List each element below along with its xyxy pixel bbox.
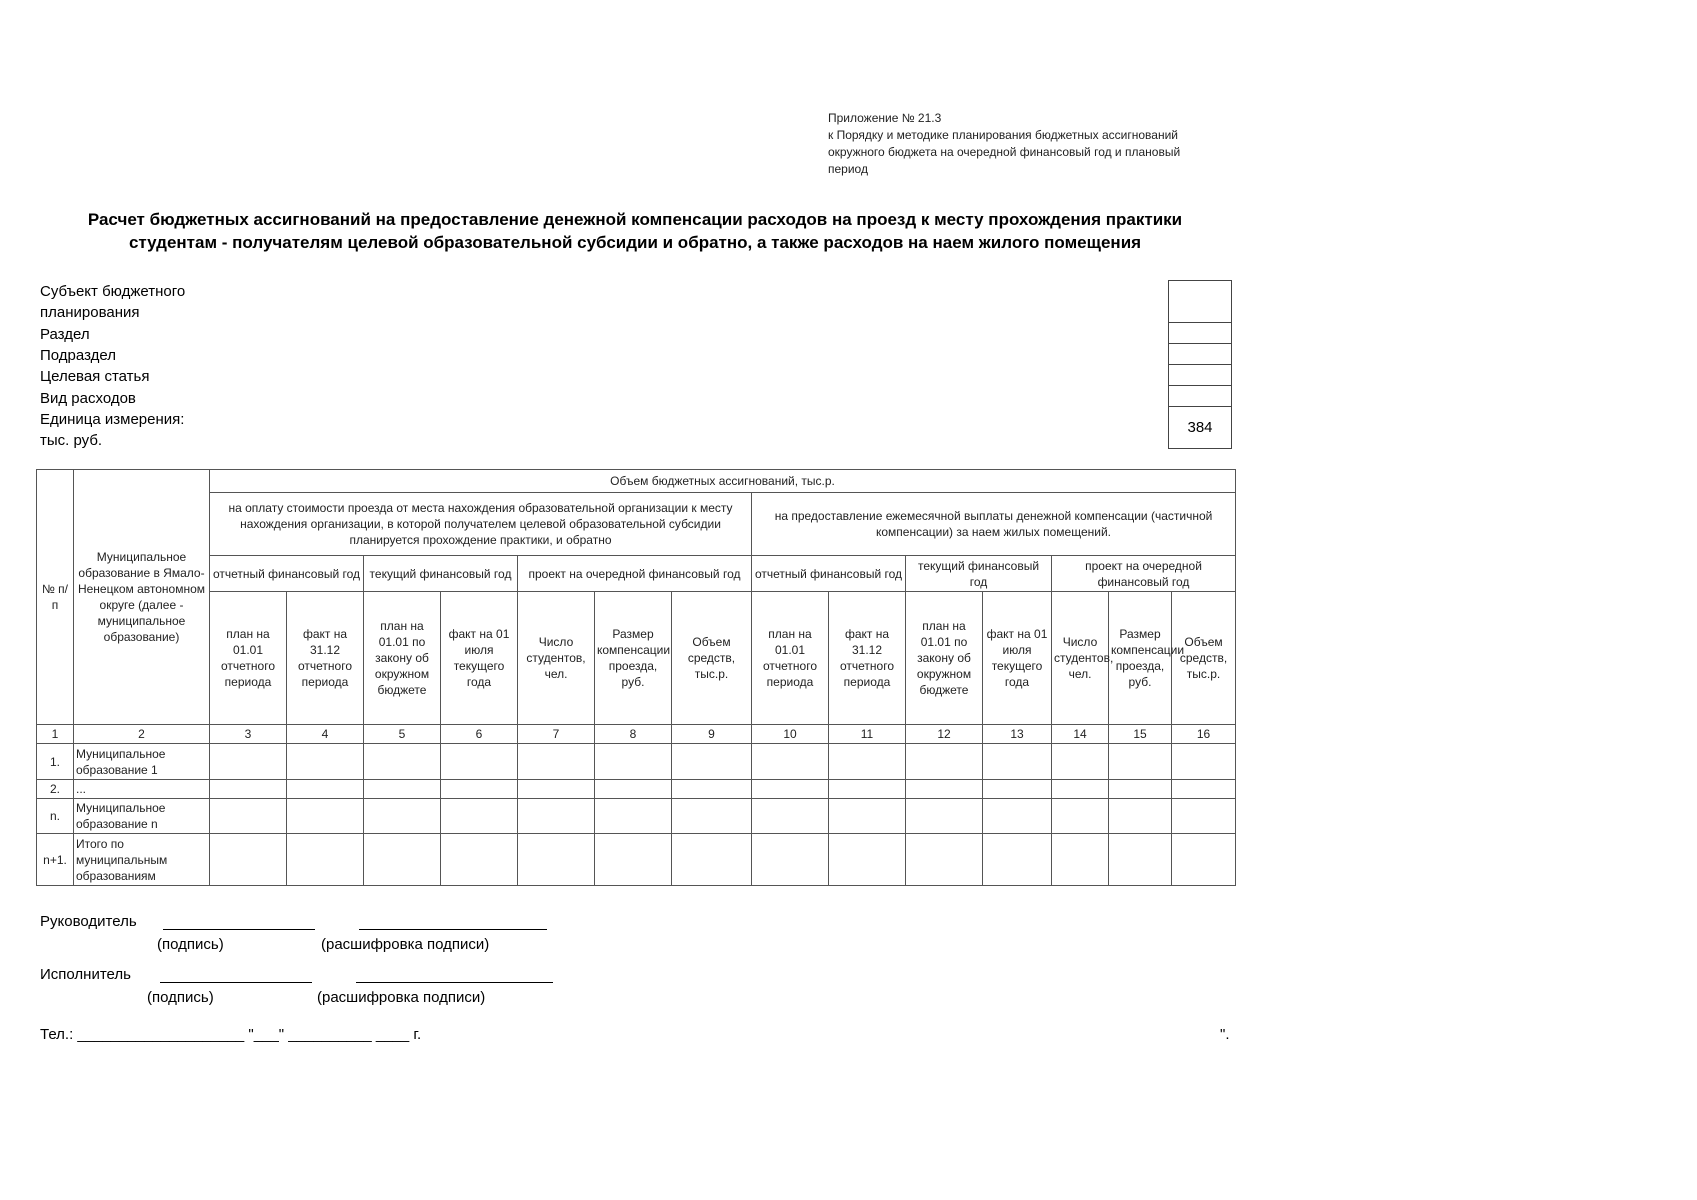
- data-cell[interactable]: [983, 744, 1052, 780]
- header-current-year: текущий финансовый год: [364, 556, 518, 592]
- col-number: 5: [364, 725, 441, 744]
- data-cell[interactable]: [364, 834, 441, 886]
- data-cell[interactable]: [829, 834, 906, 886]
- data-cell[interactable]: [595, 744, 672, 780]
- data-cell[interactable]: [518, 799, 595, 834]
- data-cell[interactable]: [829, 780, 906, 799]
- data-cell[interactable]: [1052, 799, 1109, 834]
- data-cell[interactable]: [1052, 780, 1109, 799]
- header-col-16: Объем средств, тыс.р.: [1172, 592, 1236, 725]
- header-next-year-2: проект на очередной финансовый год: [1052, 556, 1236, 592]
- data-cell[interactable]: [1109, 780, 1172, 799]
- header-col-14: Число студентов, чел.: [1052, 592, 1109, 725]
- data-cell[interactable]: [1052, 744, 1109, 780]
- data-cell[interactable]: [672, 780, 752, 799]
- title-line-1: Расчет бюджетных ассигнований на предоставление денежной компенсации расходов на проезд к месту прохождения практики: [87, 210, 1183, 229]
- target-article-label: Целевая статья: [40, 368, 150, 385]
- data-cell[interactable]: [1052, 834, 1109, 886]
- data-cell[interactable]: [983, 799, 1052, 834]
- col-number: 7: [518, 725, 595, 744]
- code-subsection[interactable]: [1169, 344, 1232, 365]
- subsection-label: Подраздел: [40, 347, 116, 364]
- row-number: n+1.: [37, 834, 74, 886]
- header-col-6: факт на 01 июля текущего года: [441, 592, 518, 725]
- executor-decode-line[interactable]: [356, 982, 553, 983]
- appendix-note: [828, 110, 1228, 178]
- allocations-table: [36, 469, 1236, 886]
- data-cell[interactable]: [518, 834, 595, 886]
- col-number: 13: [983, 725, 1052, 744]
- header-col-4: факт на 31.12 отчетного периода: [287, 592, 364, 725]
- data-cell[interactable]: [752, 799, 829, 834]
- code-unit[interactable]: 384: [1169, 407, 1232, 449]
- section-label: Раздел: [40, 326, 90, 343]
- header-col-15: Размер компенсации проезда, руб.: [1109, 592, 1172, 725]
- data-cell[interactable]: [287, 834, 364, 886]
- col-number: 15: [1109, 725, 1172, 744]
- col-number: 8: [595, 725, 672, 744]
- data-cell[interactable]: [287, 744, 364, 780]
- head-decode-line[interactable]: [359, 929, 547, 930]
- col-number: 4: [287, 725, 364, 744]
- header-volume: Объем бюджетных ассигнований, тыс.р.: [210, 470, 1236, 493]
- col-number: 6: [441, 725, 518, 744]
- code-subject[interactable]: [1169, 281, 1232, 323]
- header-travel: на оплату стоимости проезда от места нахождения образовательной организации к месту нахождения организации, в которой получателем целевой образовательной субсидии планируется прохождение практики, и обратно: [210, 493, 752, 556]
- data-cell[interactable]: [1109, 799, 1172, 834]
- data-cell[interactable]: [210, 780, 287, 799]
- expense-type-label: Вид расходов: [40, 390, 136, 407]
- row-number: n.: [37, 799, 74, 834]
- header-col-3: план на 01.01 отчетного периода: [210, 592, 287, 725]
- row-number: 1.: [37, 744, 74, 780]
- data-cell[interactable]: [441, 780, 518, 799]
- data-cell[interactable]: [983, 834, 1052, 886]
- col-number: 12: [906, 725, 983, 744]
- col-number: 10: [752, 725, 829, 744]
- data-cell[interactable]: [287, 799, 364, 834]
- executor-signature-hint: (подпись): [147, 989, 214, 1006]
- header-col-8: Размер компенсации проезда, руб.: [595, 592, 672, 725]
- head-label: Руководитель: [40, 913, 137, 930]
- head-decode-hint: (расшифровка подписи): [321, 936, 490, 953]
- executor-label: Исполнитель: [40, 966, 131, 983]
- data-cell[interactable]: [672, 799, 752, 834]
- col-number: 11: [829, 725, 906, 744]
- executor-decode-hint: (расшифровка подписи): [317, 989, 486, 1006]
- data-cell[interactable]: [906, 744, 983, 780]
- unit-label-2: тыс. руб.: [40, 432, 103, 449]
- document-title: [40, 208, 1230, 254]
- header-col-12: план на 01.01 по закону об окружном бюджете: [906, 592, 983, 725]
- table-row: [37, 780, 1236, 799]
- subject-label-2: планирования: [40, 304, 140, 321]
- data-cell[interactable]: [595, 780, 672, 799]
- data-cell[interactable]: [210, 744, 287, 780]
- data-cell[interactable]: [1109, 834, 1172, 886]
- title-line-2: студентам - получателям целевой образовательной субсидии и обратно, а также расходов на наем жилого помещения: [128, 233, 1142, 252]
- table-row-total: [37, 834, 1236, 886]
- header-report-year-2: отчетный финансовый год: [752, 556, 906, 592]
- data-cell[interactable]: [752, 780, 829, 799]
- data-cell[interactable]: [210, 834, 287, 886]
- data-cell[interactable]: [829, 799, 906, 834]
- data-cell[interactable]: [595, 799, 672, 834]
- row-municipality: Муниципальное образование n: [74, 799, 210, 834]
- codes-box: [1168, 280, 1232, 449]
- data-cell[interactable]: [364, 780, 441, 799]
- subject-label-1: Субъект бюджетного: [40, 283, 186, 300]
- appendix-line-1: Приложение № 21.3: [828, 111, 942, 125]
- data-cell[interactable]: [672, 834, 752, 886]
- data-cell[interactable]: [287, 780, 364, 799]
- unit-label-1: Единица измерения:: [40, 411, 185, 428]
- data-cell[interactable]: [364, 744, 441, 780]
- appendix-line-2: к Порядку и методике планирования бюджетных ассигнований: [828, 128, 1178, 142]
- row-municipality: Итого по муниципальным образованиям: [74, 834, 210, 886]
- data-cell[interactable]: [518, 780, 595, 799]
- phone-line: Тел.: ____________________ "___" __________ ____ г.: [40, 1026, 422, 1043]
- code-target-article[interactable]: [1169, 365, 1232, 386]
- data-cell[interactable]: [1172, 780, 1236, 799]
- header-col-9: Объем средств, тыс.р.: [672, 592, 752, 725]
- data-cell[interactable]: [441, 834, 518, 886]
- data-cell[interactable]: [672, 744, 752, 780]
- header-col-13: факт на 01 июля текущего года: [983, 592, 1052, 725]
- header-municipality: Муниципальное образование в Ямало-Ненецком автономном округе (далее - муниципальное образование): [74, 470, 210, 725]
- header-col-5: план на 01.01 по закону об окружном бюджете: [364, 592, 441, 725]
- header-housing: на предоставление ежемесячной выплаты денежной компенсации (частичной компенсации) за наем жилых помещений.: [752, 493, 1236, 556]
- row-number: 2.: [37, 780, 74, 799]
- header-current-year-2: текущий финансовый год: [906, 556, 1052, 592]
- appendix-line-3: окружного бюджета на очередной финансовый год и плановый: [828, 145, 1181, 159]
- col-number: 9: [672, 725, 752, 744]
- appendix-line-4: период: [828, 162, 868, 176]
- col-number: 2: [74, 725, 210, 744]
- data-cell[interactable]: [752, 744, 829, 780]
- col-number: 14: [1052, 725, 1109, 744]
- row-municipality: ...: [74, 780, 210, 799]
- closing-quote: ".: [1220, 1026, 1230, 1043]
- data-cell[interactable]: [1109, 744, 1172, 780]
- data-cell[interactable]: [752, 834, 829, 886]
- header-col-10: план на 01.01 отчетного периода: [752, 592, 829, 725]
- header-col-7: Число студентов, чел.: [518, 592, 595, 725]
- executor-signature-line[interactable]: [160, 982, 312, 983]
- row-municipality: Муниципальное образование 1: [74, 744, 210, 780]
- data-cell[interactable]: [983, 780, 1052, 799]
- data-cell[interactable]: [441, 799, 518, 834]
- data-cell[interactable]: [210, 799, 287, 834]
- data-cell[interactable]: [906, 780, 983, 799]
- data-cell[interactable]: [1172, 834, 1236, 886]
- data-cell[interactable]: [829, 744, 906, 780]
- header-num: № п/п: [37, 470, 74, 725]
- col-number: 16: [1172, 725, 1236, 744]
- table-row: [37, 799, 1236, 834]
- col-number: 3: [210, 725, 287, 744]
- header-report-year: отчетный финансовый год: [210, 556, 364, 592]
- header-next-year: проект на очередной финансовый год: [518, 556, 752, 592]
- data-cell[interactable]: [441, 744, 518, 780]
- data-cell[interactable]: [595, 834, 672, 886]
- data-cell[interactable]: [1172, 799, 1236, 834]
- head-signature-hint: (подпись): [157, 936, 224, 953]
- data-cell[interactable]: [518, 744, 595, 780]
- header-col-11: факт на 31.12 отчетного периода: [829, 592, 906, 725]
- table-row: [37, 744, 1236, 780]
- head-signature-line[interactable]: [163, 929, 315, 930]
- data-cell[interactable]: [1172, 744, 1236, 780]
- data-cell[interactable]: [364, 799, 441, 834]
- data-cell[interactable]: [906, 834, 983, 886]
- data-cell[interactable]: [906, 799, 983, 834]
- code-expense-type[interactable]: [1169, 386, 1232, 407]
- col-number: 1: [37, 725, 74, 744]
- code-section[interactable]: [1169, 323, 1232, 344]
